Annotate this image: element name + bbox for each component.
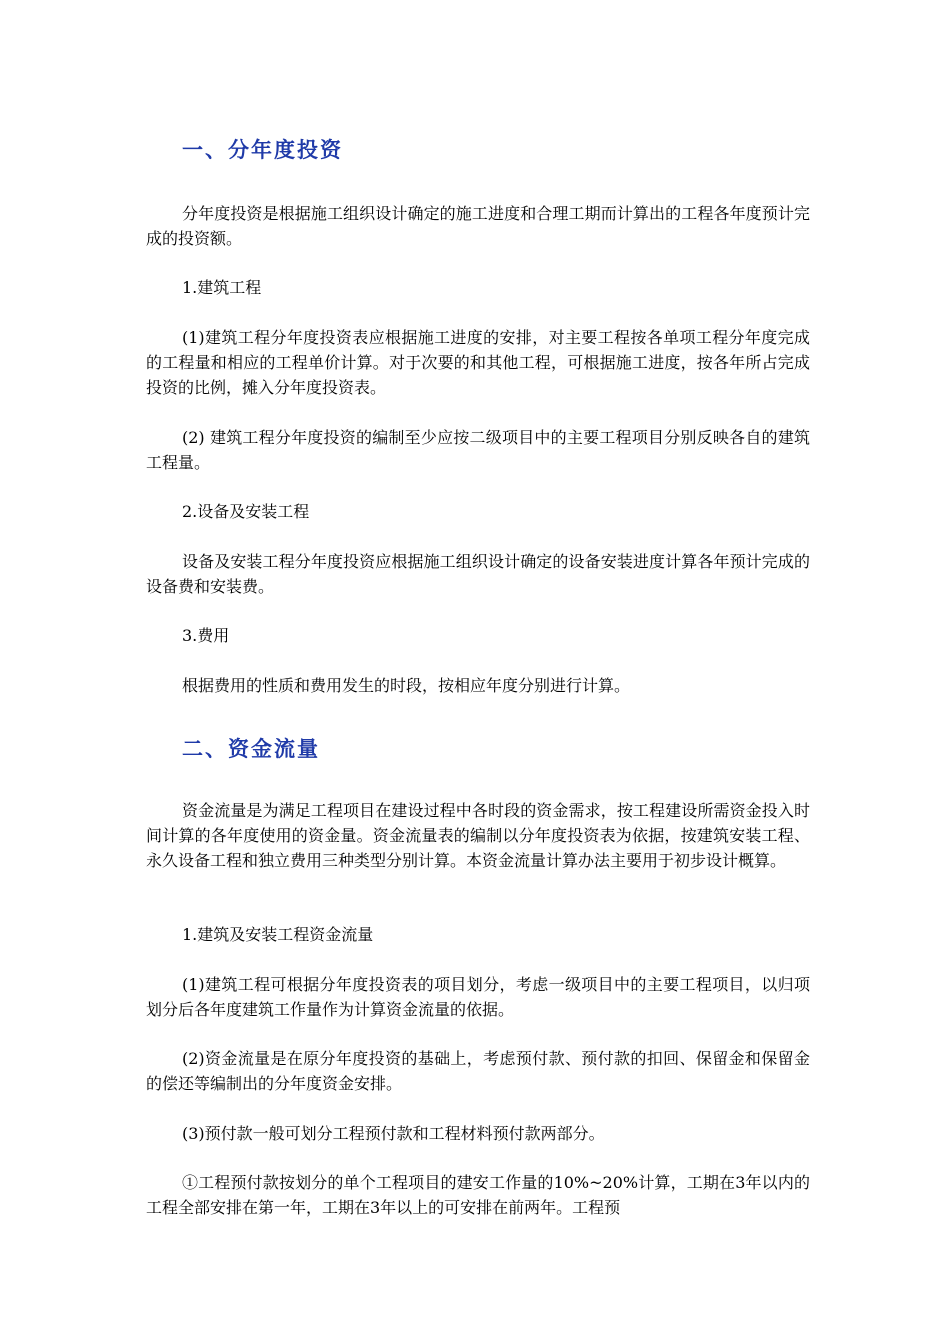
subheading-expenses: 3.费用 <box>182 626 230 645</box>
paragraph-equipment-installation: 设备及安装工程分年度投资应根据施工组织设计确定的设备安装进度计算各年预计完成的设备费和安装费。 <box>146 552 810 596</box>
paragraph-building-works-2: (2) 建筑工程分年度投资的编制至少应按二级项目中的主要工程项目分别反映各自的建筑工程量。 <box>146 428 810 472</box>
section-heading-cash-flow: 二、资金流量 <box>182 737 320 761</box>
subheading-building-works: 1.建筑工程 <box>182 278 262 297</box>
paragraph-expenses: 根据费用的性质和费用发生的时段，按相应年度分别进行计算。 <box>182 676 631 695</box>
paragraph-cash-flow-4: ①工程预付款按划分的单个工程项目的建安工作量的10%~20%计算，工期在3年以内的工程全部安排在第一年，工期在3年以上的可安排在前两年。工程预 <box>146 1173 810 1217</box>
subheading-building-installation-cash-flow: 1.建筑及安装工程资金流量 <box>182 925 374 944</box>
section-heading-annual-investment: 一、分年度投资 <box>182 138 343 162</box>
paragraph-cash-flow-2: (2)资金流量是在原分年度投资的基础上，考虑预付款、预付款的扣回、保留金和保留金的偿还等编制出的分年度资金安排。 <box>146 1049 810 1093</box>
paragraph-building-works-1: (1)建筑工程分年度投资表应根据施工进度的安排，对主要工程按各单项工程分年度完成的工程量和相应的工程单价计算。对于次要的和其他工程，可根据施工进度，按各年所占完成投资的比例，摊入分年度投资表。 <box>146 328 810 397</box>
paragraph-annual-investment-intro: 分年度投资是根据施工组织设计确定的施工进度和合理工期而计算出的工程各年度预计完成的投资额。 <box>146 204 810 248</box>
subheading-equipment-installation: 2.设备及安装工程 <box>182 502 310 521</box>
paragraph-cash-flow-intro: 资金流量是为满足工程项目在建设过程中各时段的资金需求，按工程建设所需资金投入时间计算的各年度使用的资金量。资金流量表的编制以分年度投资表为依据，按建筑安装工程、永久设备工程和独立费用三种类型分别计算。本资金流量计算办法主要用于初步设计概算。 <box>146 801 810 870</box>
paragraph-cash-flow-1: (1)建筑工程可根据分年度投资表的项目划分，考虑一级项目中的主要工程项目，以归项划分后各年度建筑工作量作为计算资金流量的依据。 <box>146 975 810 1019</box>
paragraph-cash-flow-3: (3)预付款一般可划分工程预付款和工程材料预付款两部分。 <box>182 1124 605 1143</box>
